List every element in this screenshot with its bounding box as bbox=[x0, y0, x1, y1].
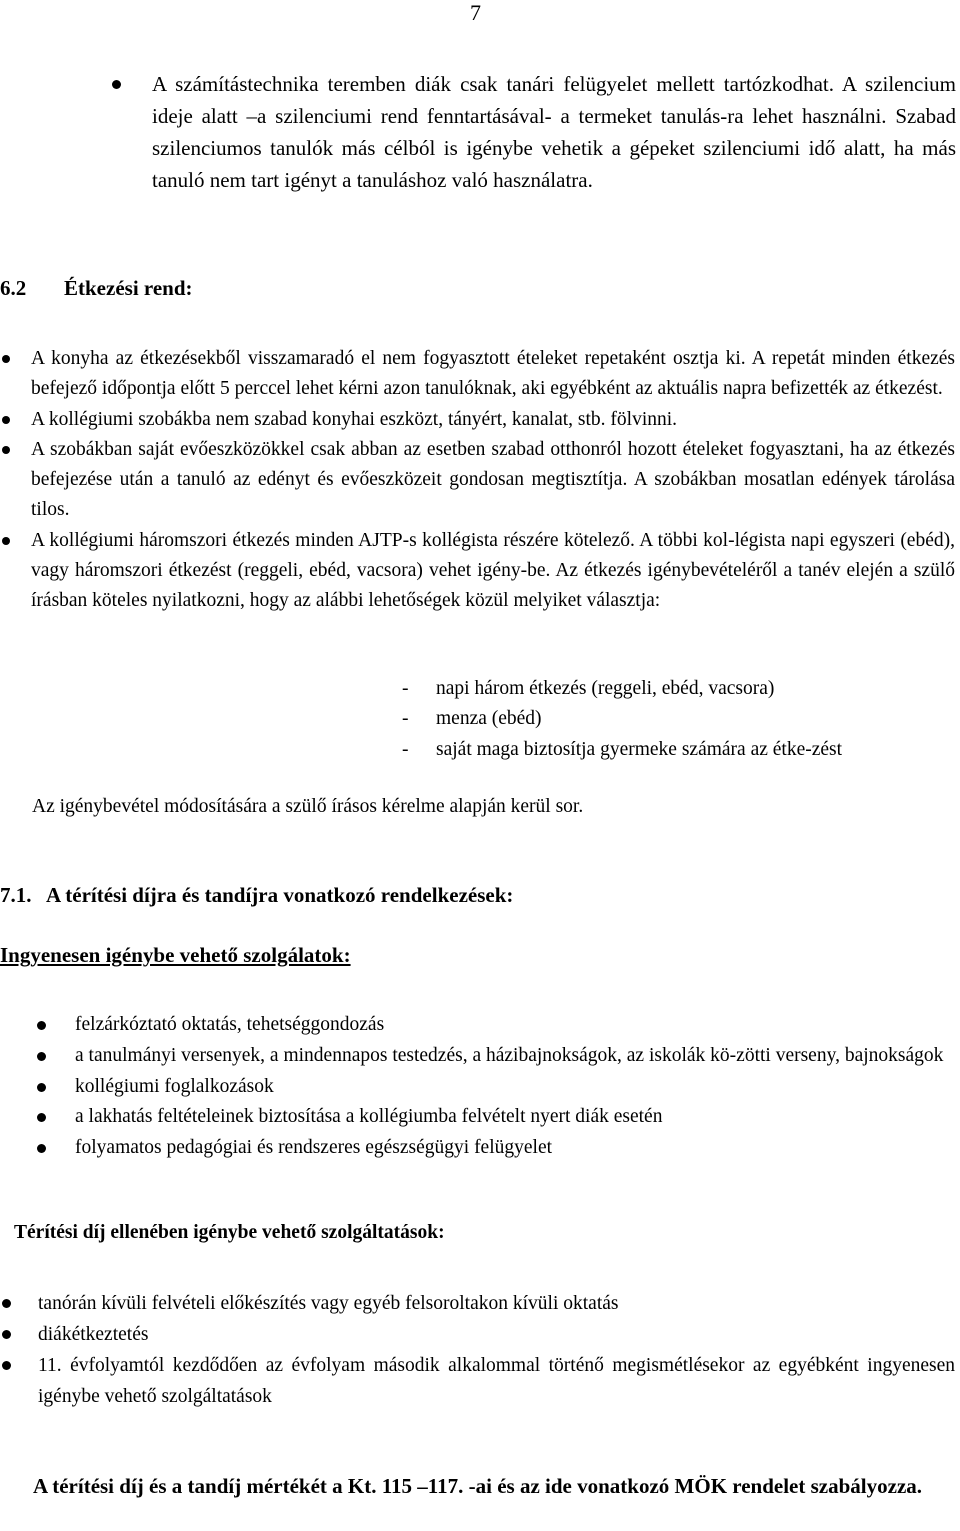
modification-note: Az igénybevétel módosítására a szülő írásos kérelme alapján kerül sor. bbox=[32, 796, 584, 817]
list-item-text: A kollégiumi szobákba nem szabad konyhai eszközt, tányért, kanalat, stb. fölvinni. bbox=[31, 408, 678, 430]
bullet-icon bbox=[37, 1083, 46, 1092]
section-heading-7-1 bbox=[0, 883, 513, 908]
list-item bbox=[0, 526, 955, 617]
bullet-icon bbox=[2, 537, 10, 545]
dash-marker: - bbox=[402, 708, 409, 730]
section-number: 6.2 bbox=[0, 276, 27, 300]
section-title: A térítési díjra és tandíjra vonatkozó rendelkezések: bbox=[46, 883, 514, 907]
list-item-text: a lakhatás feltételeinek biztosítása a kollégiumba felvételt nyert diák esetén bbox=[75, 1106, 663, 1128]
section-heading-6-2 bbox=[0, 276, 193, 301]
bullet-icon bbox=[2, 1299, 11, 1308]
bullet-icon bbox=[2, 416, 10, 424]
list-item bbox=[0, 1102, 955, 1133]
section-number: 7.1. bbox=[0, 883, 32, 907]
option-item bbox=[0, 674, 955, 704]
option-text: menza (ebéd) bbox=[436, 708, 542, 730]
list-item-text: kollégiumi foglalkozások bbox=[75, 1075, 274, 1097]
bullet-icon bbox=[37, 1021, 46, 1030]
page-number: 7 bbox=[470, 0, 481, 25]
list-item bbox=[0, 1319, 955, 1350]
dash-marker: - bbox=[402, 738, 409, 760]
list-item-text: folyamatos pedagógiai és rendszeres egészségügyi felügyelet bbox=[75, 1137, 553, 1159]
list-item bbox=[0, 405, 955, 435]
option-item bbox=[0, 704, 955, 734]
final-note: A térítési díj és a tandíj mértékét a Kt. 115 –117. -ai és az ide vonatkozó MÖK rendelet szabályozza. bbox=[32, 1474, 923, 1498]
list-item-text: tanórán kívüli felvételi előkészítés vagy egyéb felsoroltakon kívüli oktatás bbox=[38, 1293, 619, 1314]
list-item bbox=[0, 1072, 955, 1103]
list-item-text: A kollégiumi háromszori étkezés minden AJTP-s kollégista részére kötelező. A többi kol-légista napi egyszeri (ebéd), vagy háromszori étkezést (reggeli, ebéd, vacsora) vehet igény-be. Az étkezés igénybevételéről a tanév elején a szülő írásban köteles nyilatkozni, hogy az alábbi lehetőségek közül melyiket választja: bbox=[31, 529, 955, 612]
bullet-icon bbox=[2, 446, 10, 454]
bullet-icon bbox=[2, 1330, 11, 1339]
list-item-text: A számítástechnika teremben diák csak tanári felügyelet mellett tartózkodhat. A szilencium ideje alatt –a szilenciumi rend fenntartásával- a termeket tanulás-ra lehet használni. Szabad szilenciumos tanulók más célból is igénybe vehetik a gépeket szilenciumi idő alatt, ha más tanuló nem tart igényt a tanuláshoz való használatra. bbox=[152, 72, 956, 192]
meal-rules-list bbox=[0, 344, 955, 617]
bullet-icon bbox=[2, 355, 10, 363]
list-item bbox=[0, 1288, 955, 1319]
bullet-icon bbox=[37, 1052, 46, 1061]
option-text: napi három étkezés (reggeli, ebéd, vacsora) bbox=[436, 678, 775, 699]
list-item-text: A konyha az étkezésekből visszamaradó el nem fogyasztott ételeket repetaként osztja ki. A repetát minden étkezés befejező időpontja előtt 5 perccel lehet kérni azon tanulóknak, aki egyébként az aktuális napra befizették az étkezést. bbox=[31, 348, 955, 400]
list-item bbox=[0, 1133, 955, 1164]
list-item bbox=[0, 1010, 955, 1041]
bullet-icon bbox=[37, 1144, 46, 1153]
list-item bbox=[0, 344, 955, 405]
list-item bbox=[0, 1041, 955, 1072]
bullet-icon bbox=[112, 80, 121, 89]
paid-services-heading: Térítési díj ellenében igénybe vehető szolgáltatások: bbox=[14, 1222, 445, 1243]
list-item-text: A szobákban saját evőeszközökkel csak abban az esetben szabad otthonról hozott ételeket fogyasztani, ha az étkezés befejezése után a tanuló az edényt és evőeszközeit gondosan megtisztítja. A szobákban mosatlan edények tárolása tilos. bbox=[31, 438, 955, 521]
list-item bbox=[0, 1350, 955, 1412]
list-item bbox=[110, 68, 956, 196]
free-services-heading: Ingyenesen igénybe vehető szolgálatok: bbox=[0, 943, 351, 967]
intro-list bbox=[110, 68, 956, 196]
section-title: Étkezési rend: bbox=[64, 276, 193, 300]
list-item bbox=[0, 435, 955, 526]
bullet-icon bbox=[2, 1361, 11, 1370]
list-item-text: a tanulmányi versenyek, a mindennapos testedzés, a házibajnokságok, az iskolák kö-zötti verseny, bajnokságok bbox=[75, 1044, 944, 1066]
bullet-icon bbox=[37, 1113, 46, 1122]
dash-marker: - bbox=[402, 678, 409, 699]
paid-services-list bbox=[0, 1288, 955, 1412]
option-item bbox=[0, 735, 955, 765]
list-item-text: 11. évfolyamtól kezdődően az évfolyam második alkalommal történő megismétlésekor az egyébként ingyenesen igénybe vehető szolgáltatások bbox=[38, 1355, 955, 1407]
list-item-text: felzárkóztató oktatás, tehetséggondozás bbox=[75, 1014, 385, 1035]
option-text: saját maga biztosítja gyermeke számára az étke-zést bbox=[436, 738, 843, 760]
meal-options-list bbox=[0, 674, 955, 765]
free-services-list bbox=[0, 1010, 955, 1164]
list-item-text: diákétkeztetés bbox=[38, 1324, 149, 1345]
